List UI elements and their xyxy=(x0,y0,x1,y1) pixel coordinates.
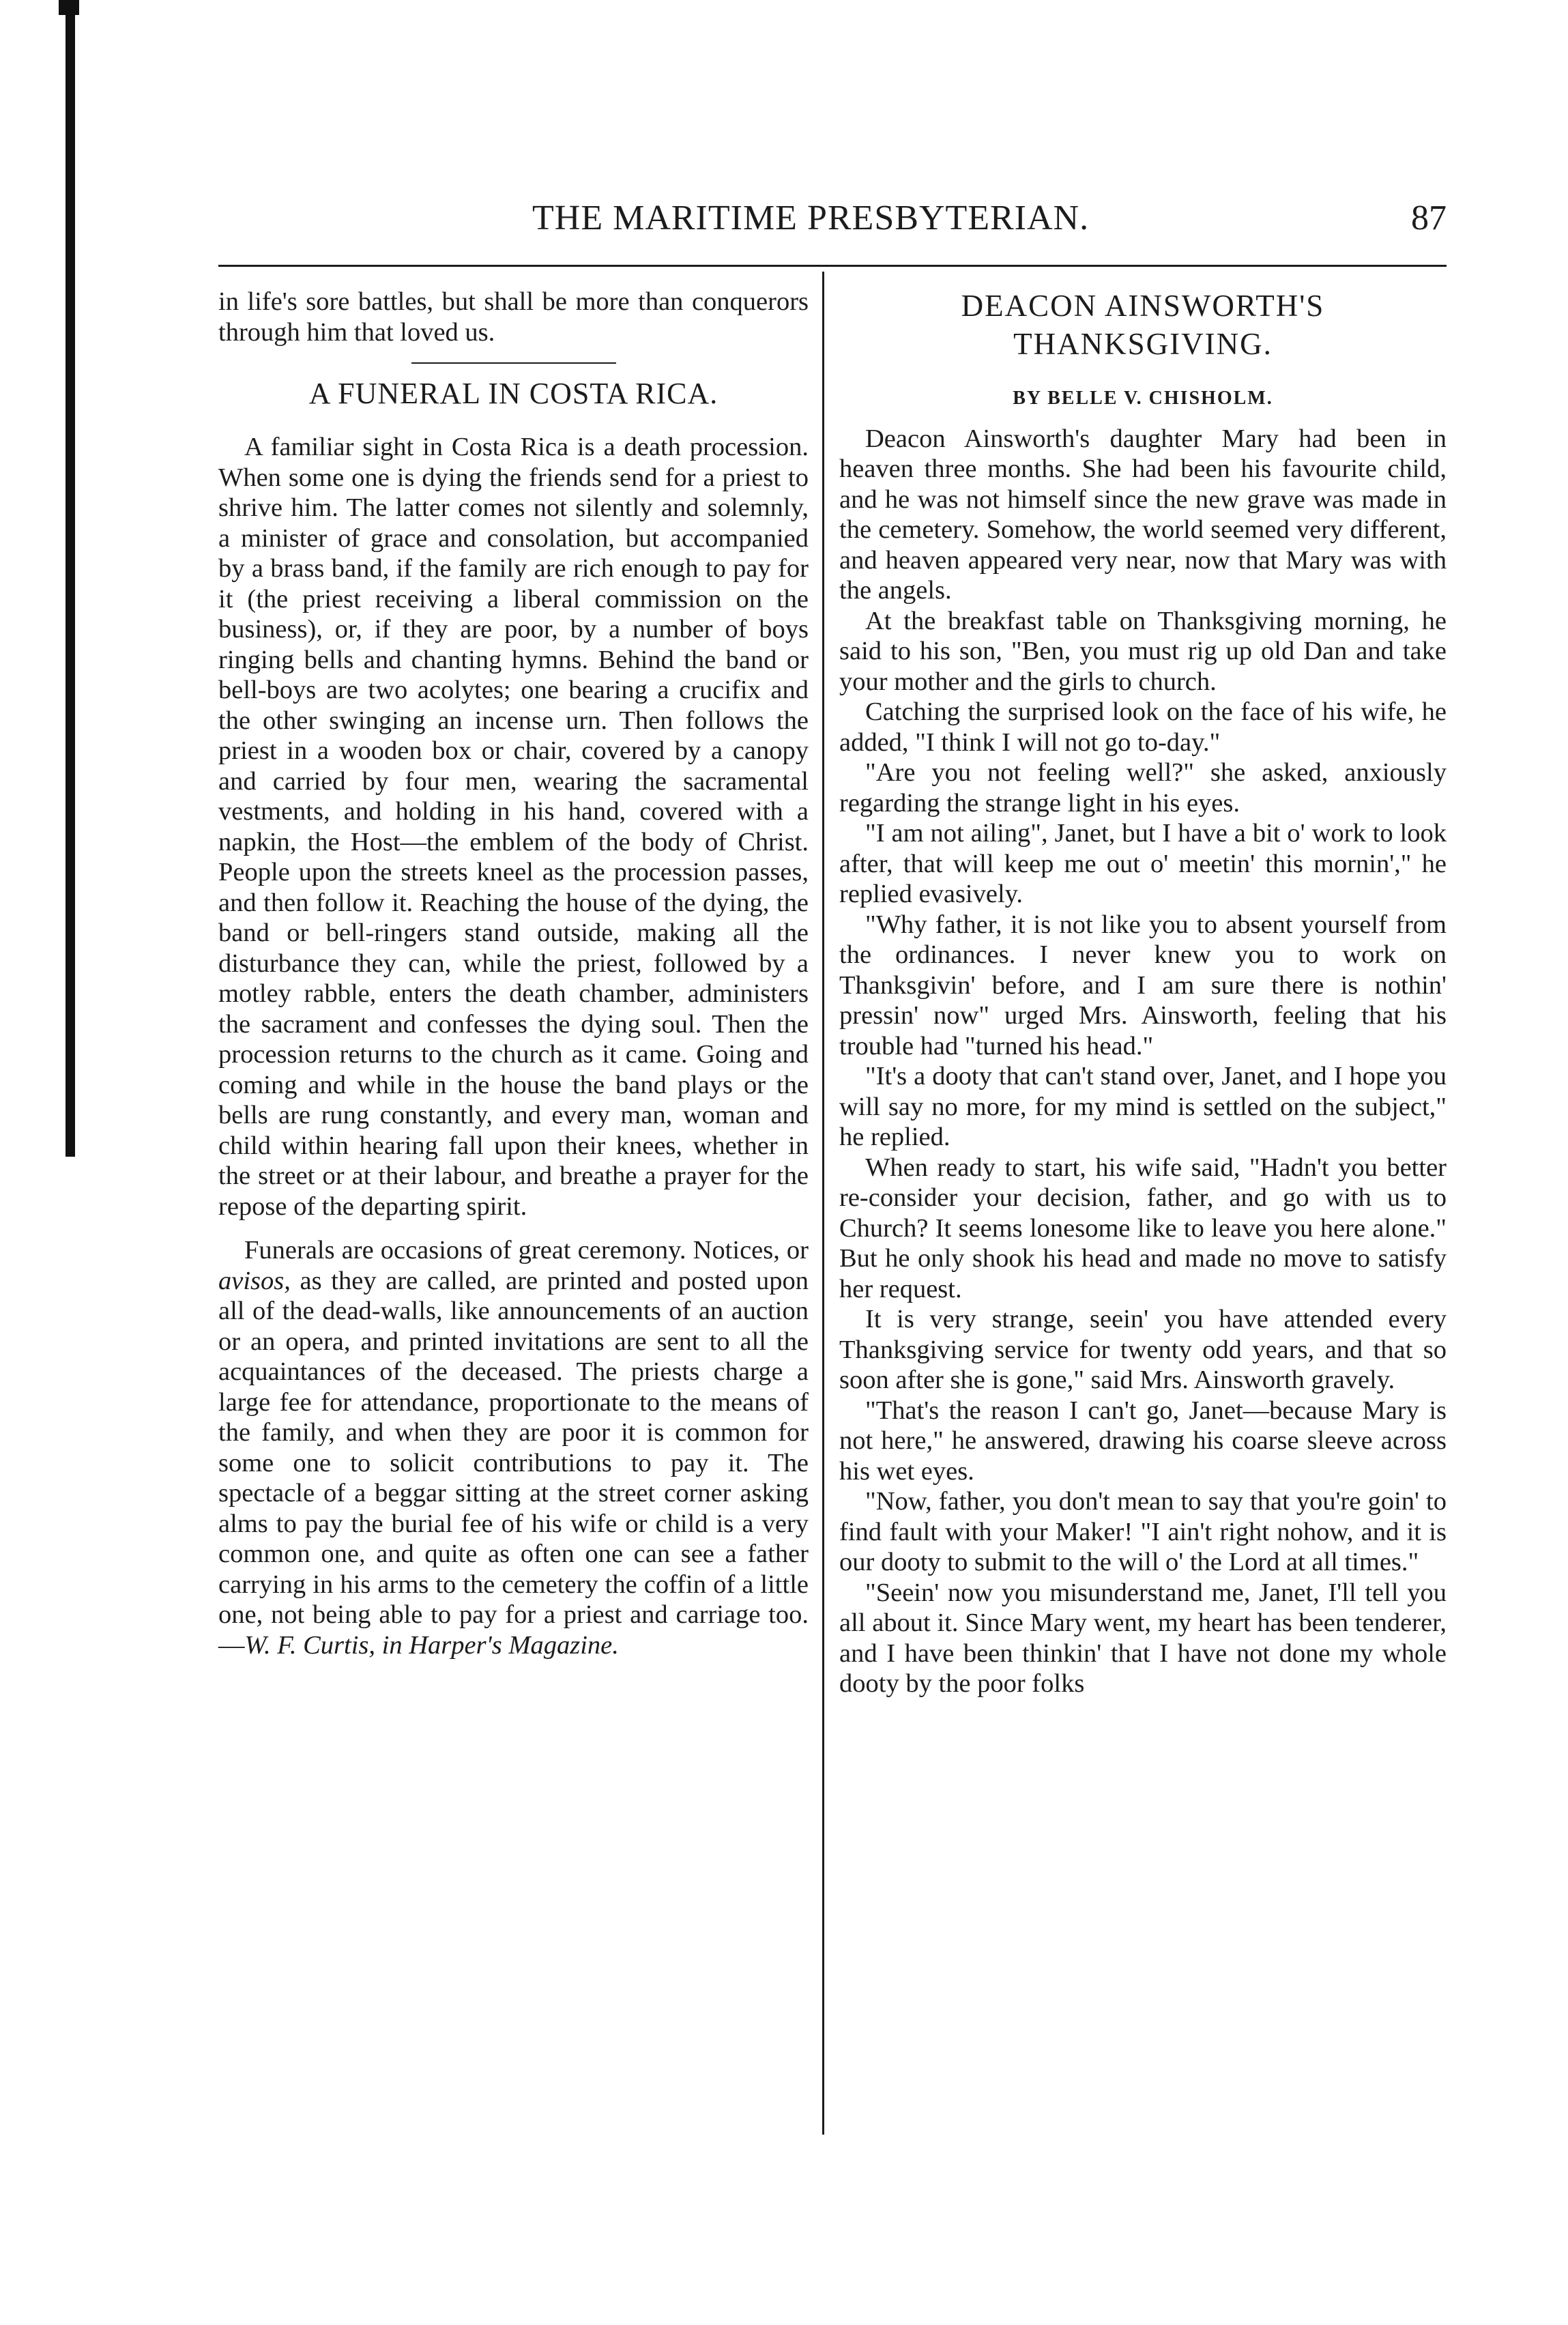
margin-bar-tick xyxy=(59,0,79,15)
deacon-paragraph: Catching the surprised look on the face of his wife, he added, "I think I will not go to-day." xyxy=(839,697,1447,757)
continuation-paragraph: in life's sore battles, but shall be more than conquerors through him that loved us. xyxy=(218,287,809,347)
column-rule xyxy=(822,272,824,2135)
section-divider xyxy=(411,362,616,364)
margin-bar xyxy=(66,0,75,1157)
right-column xyxy=(839,287,1447,1699)
left-column xyxy=(218,287,809,1660)
deacon-paragraph: It is very strange, seein' you have attended every Thanksgiving service for twenty odd years, and that so soon after she is gone," said Mrs. Ainsworth gravely. xyxy=(839,1305,1447,1394)
deacon-paragraph: "Are you not feeling well?" she asked, anxiously regarding the strange light in his eyes. xyxy=(839,758,1447,818)
funeral-article-title: A FUNERAL IN COSTA RICA. xyxy=(308,377,718,410)
deacon-paragraph: "Why father, it is not like you to absent yourself from the ordinances. I never knew you to work on Thanksgivin' before, and I am sure there is nothin' pressin' now" urged Mrs. Ainsworth, feeling that his trouble had "turned his head." xyxy=(839,910,1447,1060)
deacon-article-title: DEACON AINSWORTH'S THANKSGIVING. xyxy=(961,289,1325,361)
funeral-paragraph-1: A familiar sight in Costa Rica is a death procession. When some one is dying the friends send for a priest to shrive him. The latter comes not silently and solemnly, a minister of grace and consolation, but accompanied by a brass band, if the family are rich enough to pay for it (the priest receiving a liberal commission on the business), or, if they are poor, by a number of boys ringing bells and chanting hymns. Behind the band or bell-boys are two acolytes; one bearing a crucifix and the other swinging an incense urn. Then follows the priest in a wooden box or chair, covered by a canopy and carried by four men, wearing the sacramental vestments, and holding in his hand, covered with a napkin, the Host—the emblem of the body of Christ. People upon the streets kneel as the procession passes, and then follow it. Reaching the house of the dying, the band or bell-ringers stand outside, making all the disturbance they can, while the priest, followed by a motley rabble, enters the death chamber, administers the sacrament and confesses the dying soul. Then the procession returns to the church as it came. Going and coming and while in the house the band plays or the bells are rung constantly, and every man, woman and child within hearing fall upon their knees, whether in the street or at their labour, and breathe a prayer for the repose of the departing spirit. xyxy=(218,433,809,1221)
running-title: THE MARITIME PRESBYTERIAN. xyxy=(532,199,1090,237)
deacon-paragraph: "That's the reason I can't go, Janet—because Mary is not here," he answered, drawing his coarse sleeve across his wet eyes. xyxy=(839,1396,1447,1486)
attribution: W. F. Curtis, in Harper's Magazine. xyxy=(244,1630,619,1660)
byline: BY BELLE V. CHISHOLM. xyxy=(1013,388,1273,409)
running-head xyxy=(218,198,1447,252)
deacon-paragraph: "Seein' now you misunderstand me, Janet, I'll tell you all about it. Since Mary went, my heart has been tenderer, and I have been thinkin' that I have not done my whole dooty by the poor folks xyxy=(839,1578,1447,1698)
funeral-paragraph-2: Funerals are occasions of great ceremony. Notices, or avisos, as they are called, are printed and posted upon all of the dead-walls, like announcements of an auction or an opera, and printed invitations are sent to all the acquaintances of the deceased. The priests charge a large fee for attendance, proportionate to the means of the family, and when they are poor it is common for some one to solicit contributions to pay it. The spectacle of a beggar sitting at the street corner asking alms to pay the burial fee of his wife or child is a very common one, and quite as often one can see a father carrying in his arms to the cemetery the coffin of a little one, not being able to pay for a priest and carriage too.—W. F. Curtis, in Harper's Magazine. xyxy=(218,1236,809,1660)
page-number: 87 xyxy=(1411,199,1447,237)
deacon-paragraph: Deacon Ainsworth's daughter Mary had been in heaven three months. She had been his favourite child, and he was not himself since the new grave was made in the cemetery. Somehow, the world seemed very different, and heaven appeared very near, now that Mary was with the angels. xyxy=(839,424,1447,605)
deacon-paragraph: At the breakfast table on Thanksgiving morning, he said to his son, "Ben, you must rig up old Dan and take your mother and the girls to church. xyxy=(839,606,1447,696)
deacon-paragraph: "I am not ailing", Janet, but I have a bit o' work to look after, that will keep me out o' meetin' this mornin'," he replied evasively. xyxy=(839,819,1447,908)
header-rule xyxy=(218,265,1447,267)
deacon-paragraph: When ready to start, his wife said, "Hadn't you better re-consider your decision, father, and go with us to Church? It seems lonesome like to leave you here alone." But he only shook his head and made no move to satisfy her request. xyxy=(839,1153,1447,1303)
deacon-paragraph: "It's a dooty that can't stand over, Janet, and I hope you will say no more, for my mind is settled on the subject," he replied. xyxy=(839,1062,1447,1151)
deacon-paragraph: "Now, father, you don't mean to say that you're goin' to find fault with your Maker! "I ain't right nohow, and it is our dooty to submit to the will o' the Lord at all times." xyxy=(839,1487,1447,1576)
